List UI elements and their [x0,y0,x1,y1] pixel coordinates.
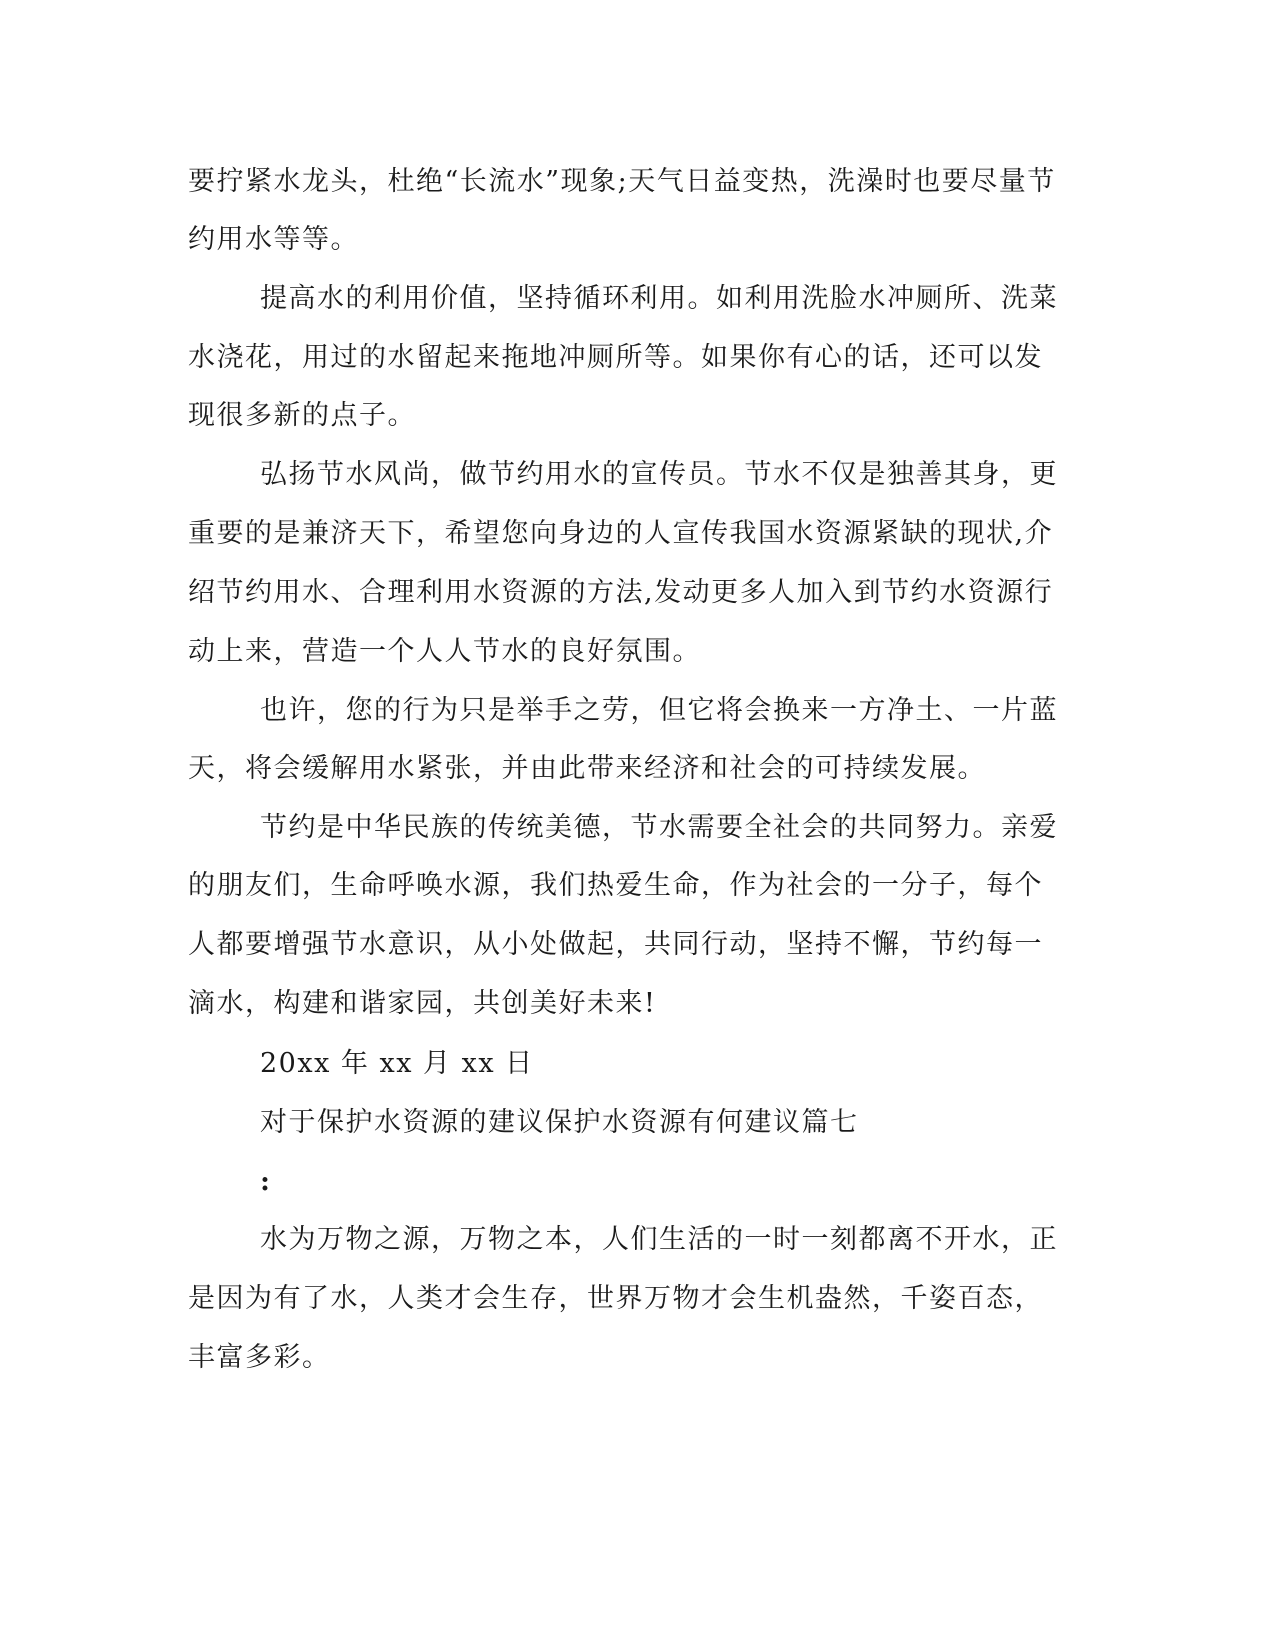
paragraph-line: 现很多新的点子。 [188,400,416,431]
paragraph-line: 水浇花，用过的水留起来拖地冲厕所等。如果你有心的话，还可以发 [188,342,1043,373]
paragraph-line: 约用水等等。 [188,224,359,255]
section-colon: : [260,1166,272,1197]
paragraph-line: 绍节约用水、合理利用水资源的方法,发动更多人加入到节约水资源行 [188,577,1054,608]
section-title: 对于保护水资源的建议保护水资源有何建议篇七 [260,1107,859,1138]
paragraph-line: 人都要增强节水意识，从小处做起，共同行动，坚持不懈，节约每一 [188,929,1043,960]
paragraph-line: 是因为有了水，人类才会生存，世界万物才会生机盎然，千姿百态， [188,1283,1043,1314]
paragraph-line: 节约是中华民族的传统美德，节水需要全社会的共同努力。亲爱 [260,812,1058,843]
paragraph-line: 丰富多彩。 [188,1342,331,1373]
paragraph-line: 天，将会缓解用水紧张，并由此带来经济和社会的可持续发展。 [188,753,986,784]
paragraph-line: 水为万物之源，万物之本，人们生活的一时一刻都离不开水，正 [260,1224,1058,1255]
paragraph-line: 提高水的利用价值，坚持循环利用。如利用洗脸水冲厕所、洗菜 [260,283,1058,314]
paragraph-line: 动上来，营造一个人人节水的良好氛围。 [188,636,701,667]
paragraph-line: 也许，您的行为只是举手之劳，但它将会换来一方净土、一片蓝 [260,695,1058,726]
document-date: 20xx 年 xx 月 xx 日 [260,1048,534,1079]
paragraph-line: 要拧紧水龙头，杜绝“长流水”现象;天气日益变热，洗澡时也要尽量节 [188,166,1056,197]
paragraph-line: 滴水，构建和谐家园，共创美好未来! [188,988,657,1019]
paragraph-line: 重要的是兼济天下，希望您向身边的人宣传我国水资源紧缺的现状,介 [188,518,1054,549]
paragraph-line: 弘扬节水风尚，做节约用水的宣传员。节水不仅是独善其身，更 [260,459,1058,490]
paragraph-line: 的朋友们，生命呼唤水源，我们热爱生命，作为社会的一分子，每个 [188,870,1043,901]
